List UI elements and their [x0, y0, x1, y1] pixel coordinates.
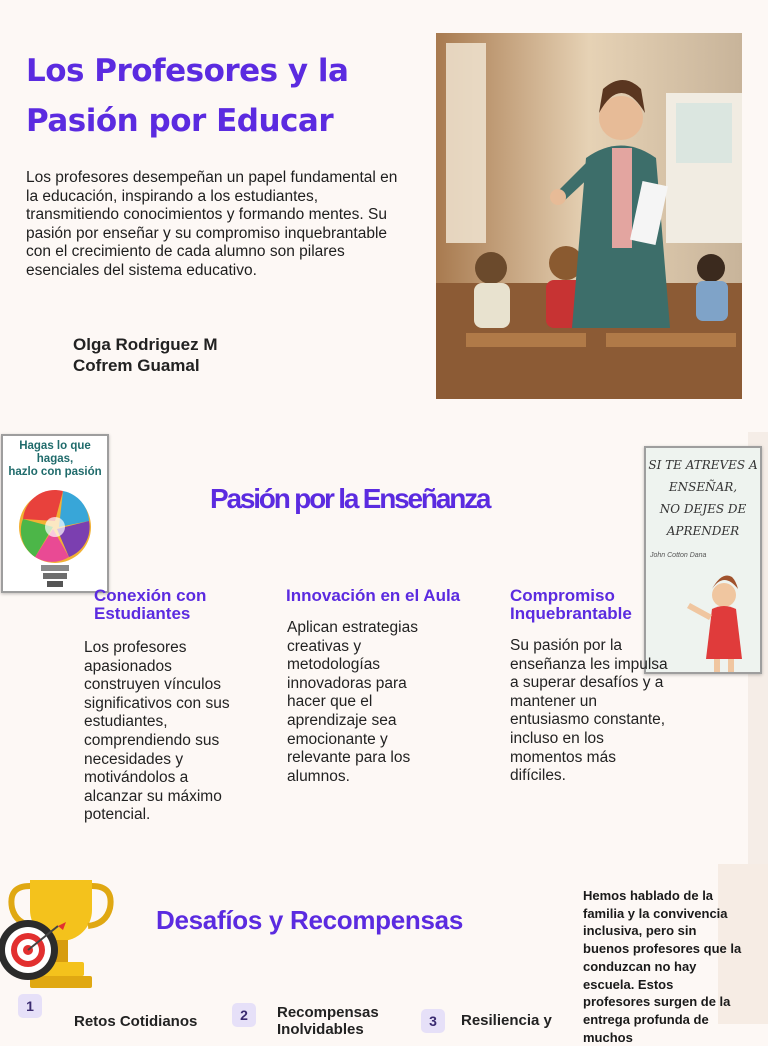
intro-paragraph: Los profesores desempeñan un papel fundamental en la educación, inspirando a los estudiantes, transmitiendo conocimientos y formando mentes. Su pasión por enseñar y su compromiso inquebrantable con el crecimiento de cada alumno son pilares esenciales del sistema educativo. — [26, 169, 398, 279]
author-name: Olga Rodriguez M — [73, 335, 218, 354]
column-title-innovation: Innovación en el Aula — [286, 586, 461, 605]
section-title-challenges: Desafíos y Recompensas — [156, 905, 463, 935]
title-line-1: Los Profesores y la — [26, 53, 349, 89]
poster-right-author: John Cotton Dana — [650, 552, 707, 559]
column-title-connection: Conexión con Estudiantes — [94, 586, 207, 623]
title-line-2: Pasión por Educar — [26, 103, 334, 139]
lightbulb-poster — [1, 434, 109, 593]
column-text-connection: Los profesores apasionados construyen vínculos significativos con sus estudiantes, comprendiendo sus necesidades y motivándolos a alcanzar su máximo potencial. — [84, 639, 230, 824]
step-2-badge: 2 — [232, 1003, 256, 1027]
poster-right-line-1: SI TE ATREVES A ENSEÑAR, — [648, 458, 758, 494]
step-1-badge: 1 — [18, 994, 42, 1018]
step-1-label: Retos Cotidianos — [74, 1013, 198, 1030]
column-title-commitment: Compromiso Inquebrantable — [510, 586, 632, 623]
poster-left-line-2: hazlo con pasión — [8, 466, 102, 478]
side-note-text: Hemos hablado de la familia y la convivencia inclusiva, pero sin buenos profesores que la conduzcan no hay escuela. Estos profesores surgen de la entrega profunda de muchos — [583, 888, 742, 1045]
column-text-commitment: Su pasión por la enseñanza les impulsa a superar desafíos y a mantener un entusiasmo constante, incluso en los momentos más difíciles. — [510, 637, 668, 785]
trophy-target-icon — [0, 876, 118, 992]
lightbulb-icon — [3, 479, 107, 593]
column-text-innovation: Aplican estrategias creativas y metodologías innovadoras para hacer que el aprendizaje sea emocionante y relevante para los alumnos. — [287, 619, 418, 785]
author-institution: Cofrem Guamal — [73, 356, 200, 375]
poster-right-line-2: NO DEJES DE APRENDER — [659, 502, 747, 538]
step-3-label: Resiliencia y — [461, 1012, 552, 1029]
section-title-passion: Pasión por la Enseñanza — [210, 483, 490, 514]
poster-left-line-1: Hagas lo que hagas, — [19, 440, 91, 465]
step-2-label: Recompensas Inolvidables — [277, 1004, 379, 1038]
page-title — [26, 46, 406, 146]
step-3-badge: 3 — [421, 1009, 445, 1033]
classroom-photo — [436, 33, 742, 399]
authors-block — [73, 334, 218, 376]
